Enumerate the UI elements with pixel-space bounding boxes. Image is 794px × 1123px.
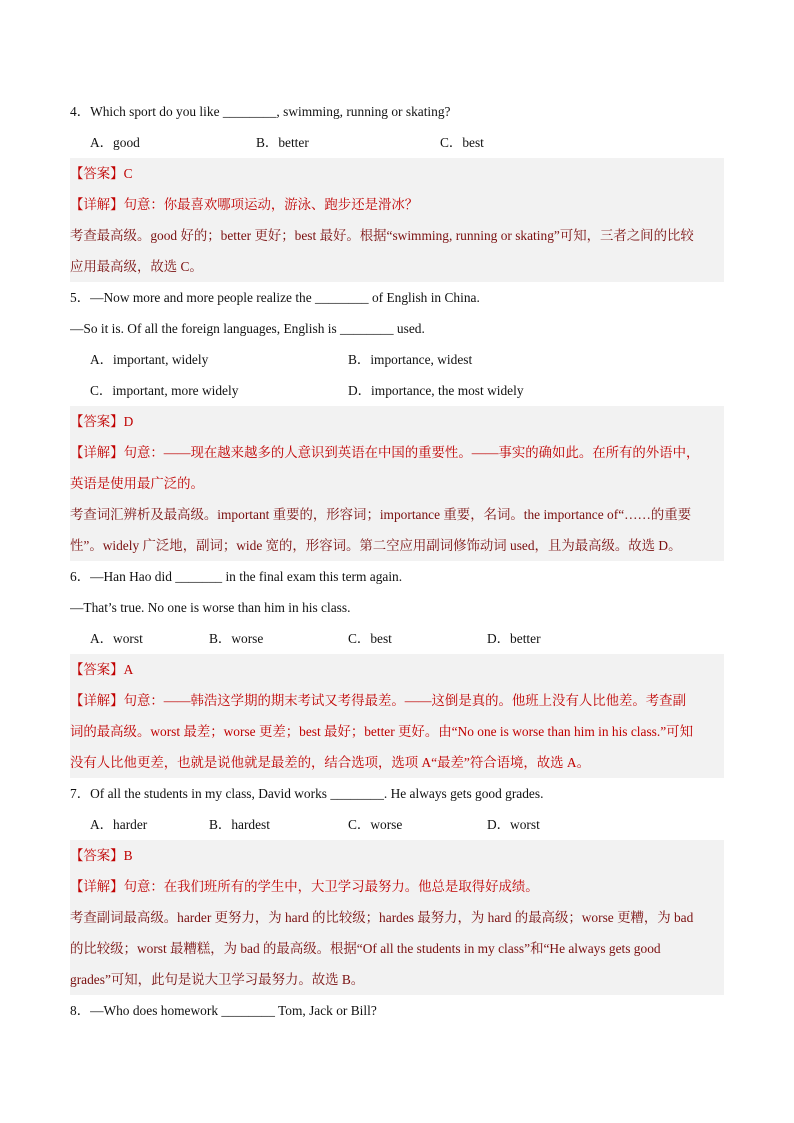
question-4-option-c: C．best xyxy=(440,135,484,150)
question-4-explanation xyxy=(70,189,724,282)
label-tag: 【详解】 xyxy=(70,197,124,212)
label-content: B xyxy=(123,848,133,863)
label-content: C xyxy=(123,166,133,181)
question-7-option-b: B．hardest xyxy=(209,817,270,832)
label-tag: 【答案】 xyxy=(70,414,124,429)
question-6-option-c: C．best xyxy=(348,631,392,646)
question-6-answer xyxy=(70,654,724,685)
explanation-line xyxy=(70,437,724,468)
explanation-line: 考查词汇辨析及最高级。important 重要的，形容词；importance 重要，名词。the importance of“……的重要 xyxy=(70,507,692,522)
label-content: 句意：——韩浩这学期的期末考试又考得最差。——这倒是真的。他班上没有人比他差。考查副 xyxy=(123,693,686,708)
explanation-line: 应用最高级，故选 C。 xyxy=(70,259,203,274)
label-content: 句意：——现在越来越多的人意识到英语在中国的重要性。——事实的确如此。在所有的外语中， xyxy=(123,445,700,460)
question-4-stem: 4．Which sport do you like ________, swimming, running or skating? xyxy=(70,104,451,119)
question-4-options xyxy=(70,127,724,158)
explanation-line: 没有人比他更差，也就是说他就是最差的，结合选项，选项 A“最差”符合语境，故选 A。 xyxy=(70,755,590,770)
label-tag: 【答案】 xyxy=(70,662,124,677)
question-5-option-a: A．important, widely xyxy=(90,352,209,367)
label-content: A xyxy=(123,662,134,677)
question-7-stem: 7．Of all the students in my class, David works ________. He always gets good grades. xyxy=(70,786,544,801)
question-7-answer xyxy=(70,840,724,871)
question-4-option-b: B．better xyxy=(256,135,309,150)
question-7-explanation xyxy=(70,871,724,995)
label-tag: 【答案】 xyxy=(70,166,124,181)
explanation-line: 的比较级；worst 最糟糕，为 bad 的最高级。根据“Of all the students in my class”和“He always gets good xyxy=(70,941,661,956)
explanation-line: 英语是使用最广泛的。 xyxy=(70,476,204,491)
question-6-option-d: D．better xyxy=(487,631,541,646)
explanation-line: grades”可知，此句是说大卫学习最努力。故选 B。 xyxy=(70,972,365,987)
question-7-option-a: A．harder xyxy=(90,817,148,832)
label-tag: 【详解】 xyxy=(70,879,124,894)
explanation-line: 考查最高级。good 好的；better 更好；best 最好。根据“swimming, running or skating”可知，三者之间的比较 xyxy=(70,228,694,243)
question-4-option-a: A．good xyxy=(90,135,140,150)
question-7-option-d: D．worst xyxy=(487,817,540,832)
label-tag: 【详解】 xyxy=(70,445,124,460)
question-6-stem-2: —That’s true. No one is worse than him in his class. xyxy=(70,600,351,615)
question-6-option-b: B．worse xyxy=(209,631,264,646)
label-tag: 【详解】 xyxy=(70,693,124,708)
question-5-option-c: C．important, more widely xyxy=(90,383,239,398)
question-5-option-d: D．importance, the most widely xyxy=(348,383,524,398)
explanation-line xyxy=(70,189,724,220)
question-5-options-row-2 xyxy=(70,375,724,406)
question-8-stem: 8．—Who does homework ________ Tom, Jack or Bill? xyxy=(70,1003,377,1018)
question-6-options xyxy=(70,623,724,654)
label-content: D xyxy=(123,414,134,429)
explanation-line: 考查副词最高级。harder 更努力，为 hard 的比较级；hardes 最努力，为 hard 的最高级；worse 更糟，为 bad xyxy=(70,910,694,925)
explanation-line: 词的最高级。worst 最差；worse 更差；best 最好；better 更好。由“No one is worse than him in his class.”可知 xyxy=(70,724,693,739)
question-7-options xyxy=(70,809,724,840)
question-5-stem: 5．—Now more and more people realize the ________ of English in China. xyxy=(70,290,480,305)
question-7-option-c: C．worse xyxy=(348,817,403,832)
question-6-explanation xyxy=(70,685,724,778)
label-tag: 【答案】 xyxy=(70,848,124,863)
label-content: 句意：你最喜欢哪项运动，游泳、跑步还是滑冰？ xyxy=(123,197,419,212)
question-5-options-row-1 xyxy=(70,344,724,375)
explanation-line xyxy=(70,871,724,902)
question-5-answer xyxy=(70,406,724,437)
explanation-line: 性”。widely 广泛地，副词；wide 宽的，形容词。第二空应用副词修饰动词 used，且为最高级。故选 D。 xyxy=(70,538,682,553)
question-5-stem-2: —So it is. Of all the foreign languages, English is ________ used. xyxy=(70,321,425,336)
label-content: 句意：在我们班所有的学生中，大卫学习最努力。他总是取得好成绩。 xyxy=(123,879,539,894)
question-5-option-b: B．importance, widest xyxy=(348,352,473,367)
explanation-line xyxy=(70,685,724,716)
question-5-explanation xyxy=(70,437,724,561)
question-6-option-a: A．worst xyxy=(90,631,143,646)
question-6-stem: 6．—Han Hao did _______ in the final exam this term again. xyxy=(70,569,403,584)
document-page xyxy=(70,96,724,1026)
question-4-answer xyxy=(70,158,724,189)
